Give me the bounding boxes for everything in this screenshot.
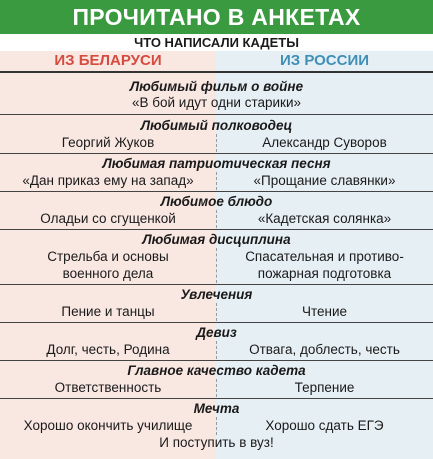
category-label: Любимый фильм о войне: [129, 79, 304, 94]
category-label: Любимая патриотическая песня: [102, 156, 331, 171]
answer-russia: Терпение: [294, 380, 355, 395]
answer-belarus: Ответственность: [54, 380, 162, 395]
answer-belarus: Оладьи со сгущенкой: [40, 211, 176, 226]
category-label: Увлечения: [180, 287, 253, 302]
category-label: Девиз: [196, 325, 237, 340]
answer-russia: Отвага, доблесть, честь: [249, 342, 400, 357]
page-title: ПРОЧИТАНО В АНКЕТАХ: [0, 0, 433, 34]
header-divider: [0, 71, 433, 73]
answer-russia-line: Спасательная и противо-: [245, 249, 404, 264]
answer-russia-line: пожарная подготовка: [257, 266, 392, 281]
answer-belarus: Георгий Жуков: [61, 135, 155, 150]
column-header-belarus: ИЗ БЕЛАРУСИ: [54, 52, 162, 69]
category-label: Мечта: [193, 401, 240, 416]
row-divider: [0, 191, 433, 192]
answer-belarus-line: военного дела: [62, 266, 154, 281]
row-divider: [0, 360, 433, 361]
page-subtitle: ЧТО НАПИСАЛИ КАДЕТЫ: [134, 35, 299, 50]
row-divider: [0, 284, 433, 285]
answer-russia: Чтение: [301, 304, 348, 319]
answer-russia: Александр Суворов: [262, 135, 387, 150]
answer-belarus: «Дан приказ ему на запад»: [22, 173, 194, 188]
category-label: Любимая дисциплина: [142, 232, 291, 247]
category-label: Любимое блюдо: [160, 194, 273, 209]
shared-answer: И поступить в вуз!: [159, 435, 274, 450]
row-divider: [0, 229, 433, 230]
row-divider: [0, 153, 433, 154]
answer-belarus-line: Стрельба и основы: [47, 249, 169, 264]
row-divider: [0, 114, 433, 115]
answer-russia: «Кадетская солянка»: [257, 211, 392, 226]
answer-belarus: Пение и танцы: [61, 304, 155, 319]
answer-belarus: Долг, честь, Родина: [46, 342, 170, 357]
row-divider: [0, 322, 433, 323]
answer-belarus: Хорошо окончить училище: [23, 418, 193, 433]
shared-answer: «В бой идут одни старики»: [131, 95, 302, 110]
column-header-russia: ИЗ РОССИИ: [279, 52, 370, 69]
answer-russia: Хорошо сдать ЕГЭ: [265, 418, 384, 433]
row-divider: [0, 398, 433, 399]
category-label: Главное качество кадета: [127, 363, 306, 378]
category-label: Любимый полководец: [140, 118, 293, 133]
answer-russia: «Прощание славянки»: [253, 173, 396, 188]
